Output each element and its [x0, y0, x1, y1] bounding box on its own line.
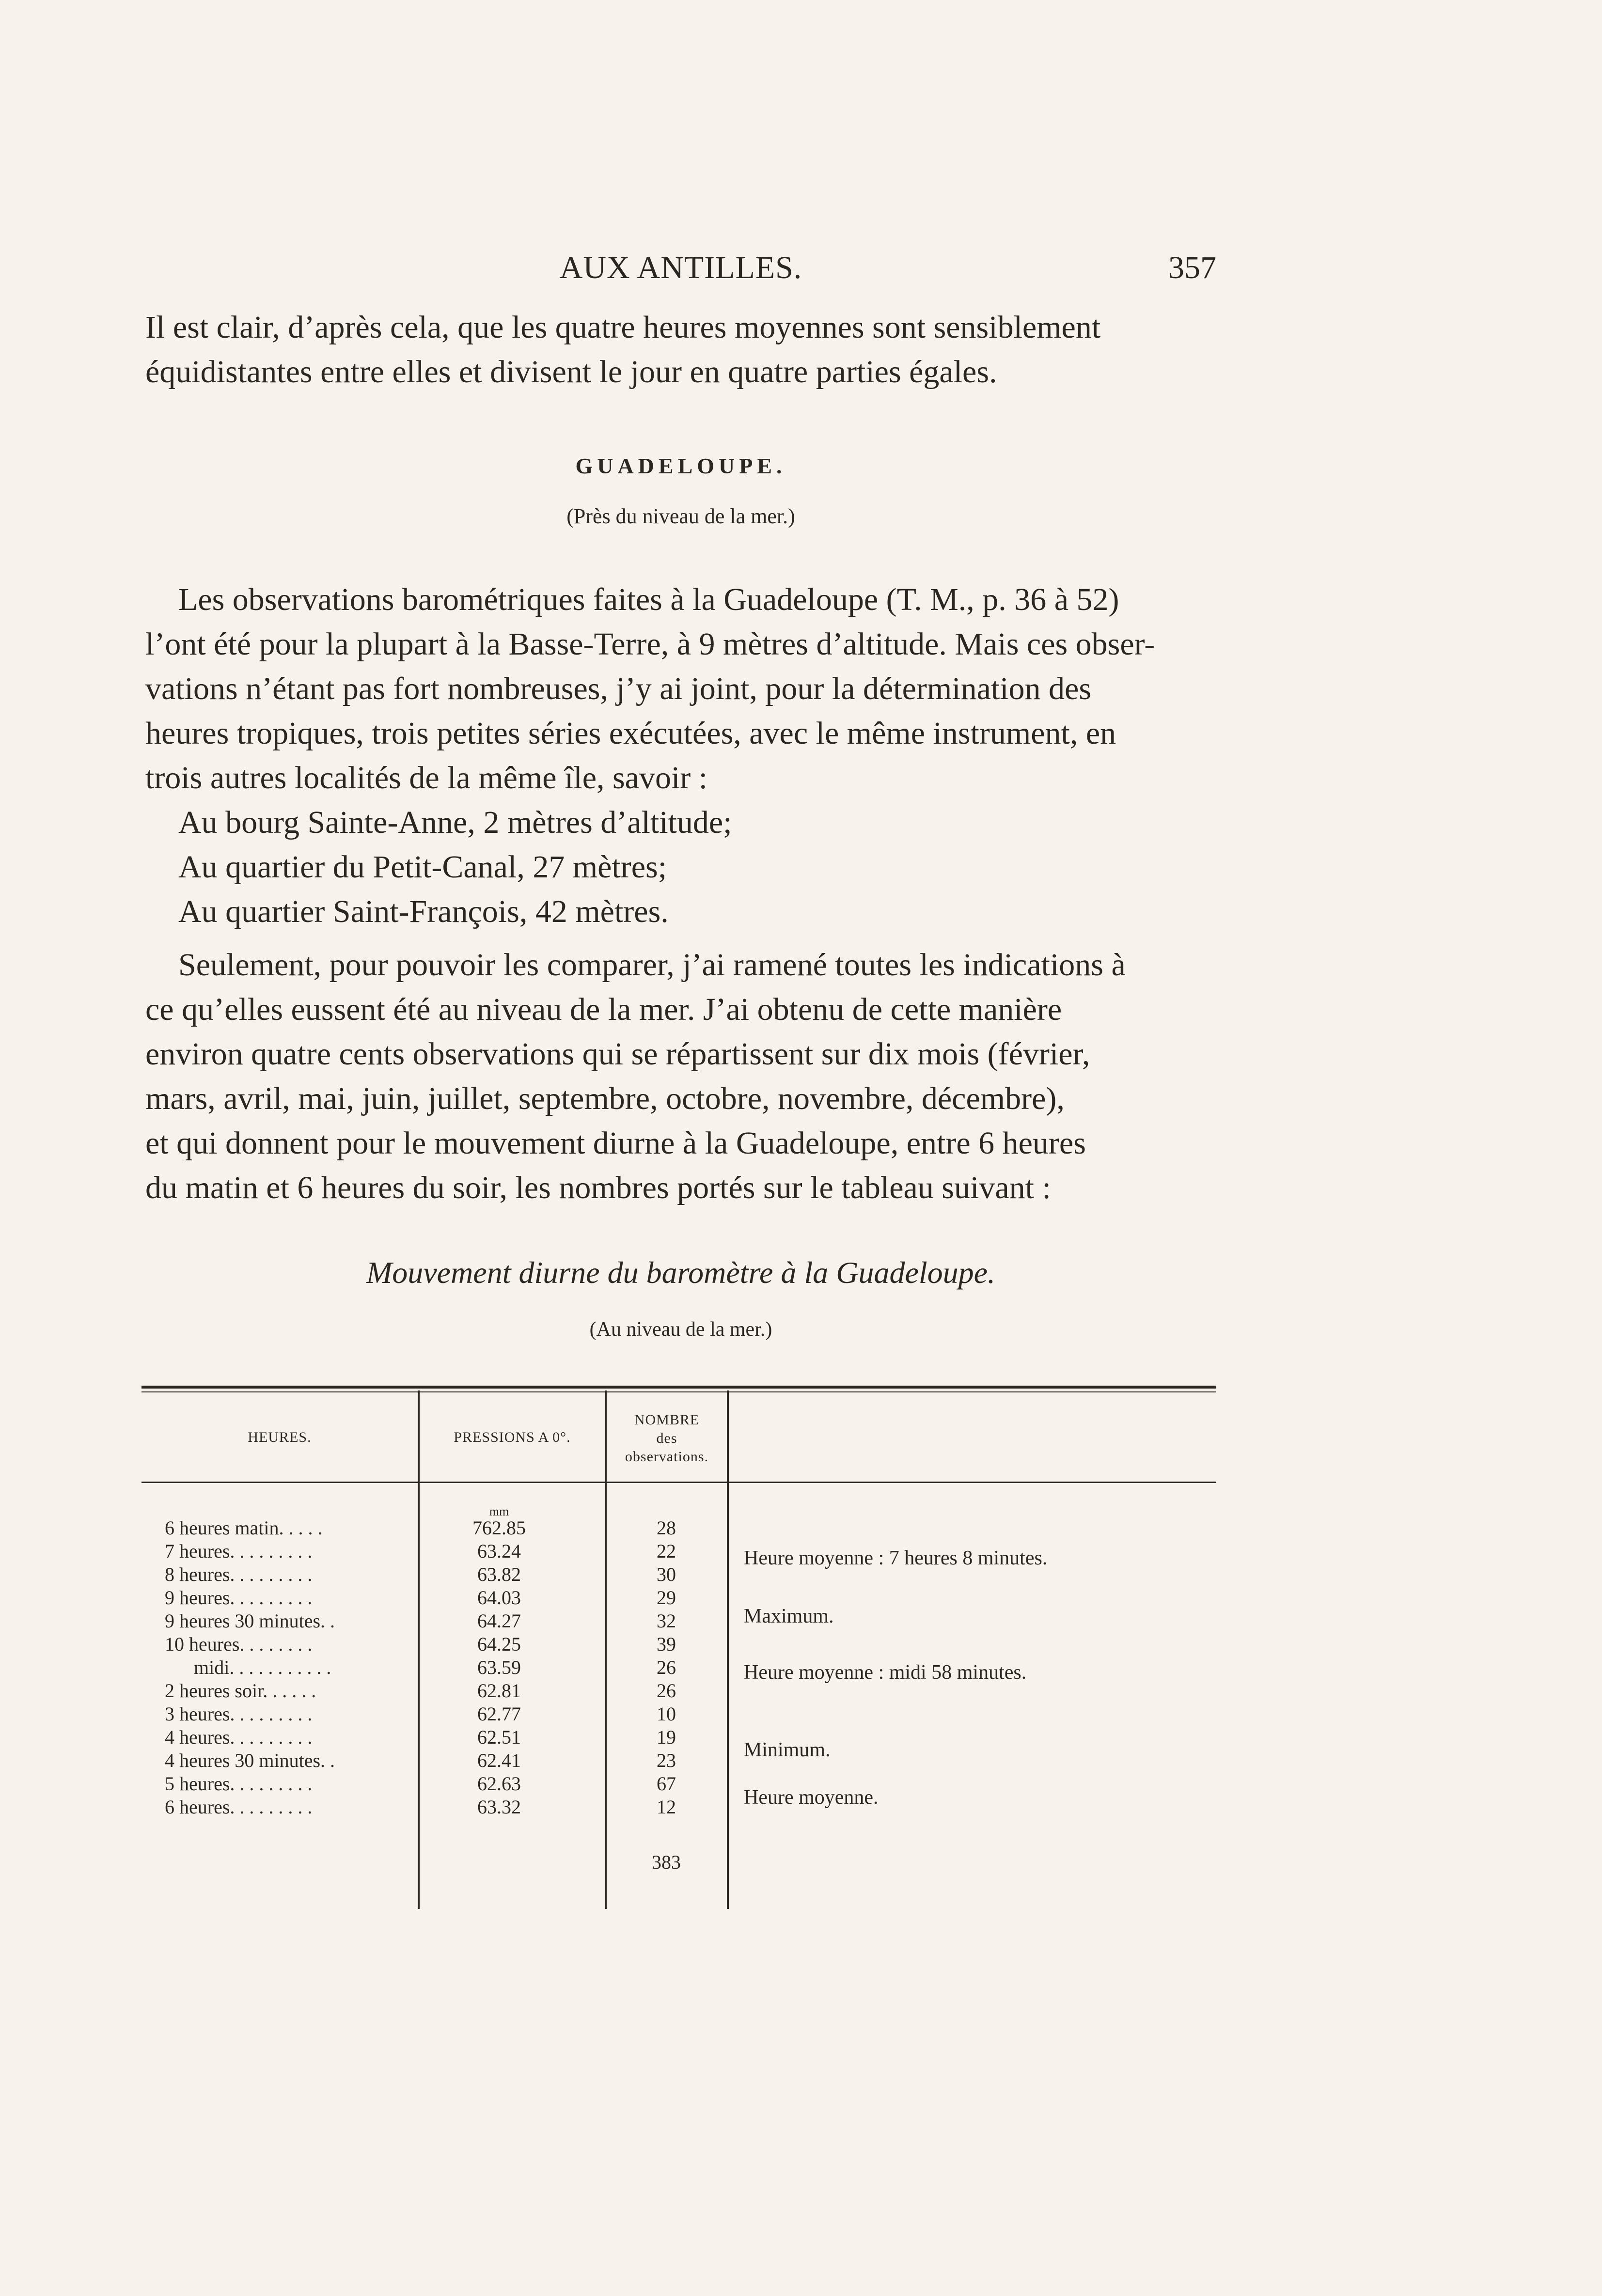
- running-head: [145, 250, 1216, 288]
- paragraph2-line-4: mars, avril, mai, juin, juillet, septembre, octobre, novembre, décembre),: [145, 1081, 1065, 1116]
- table-top-rule: [141, 1386, 1216, 1389]
- header-pressions: PRESSIONS A 0°.: [454, 1429, 571, 1445]
- row-pression: 62.41: [477, 1749, 521, 1771]
- row-heure: 4 heures 30 minutes. .: [165, 1749, 335, 1771]
- row-pression: 63.82: [477, 1563, 521, 1585]
- paragraph2-line-2: ce qu’elles eussent été au niveau de la mer. J’ai obtenu de cette manière: [145, 992, 1062, 1027]
- row-nombre: 29: [657, 1587, 676, 1609]
- row-heure: 2 heures soir. . . . . .: [165, 1680, 316, 1702]
- pressure-unit: mm: [489, 1504, 509, 1518]
- table-subcaption: (Au niveau de la mer.): [589, 1318, 772, 1341]
- row-nombre: 19: [657, 1726, 676, 1748]
- row-nombre: 32: [657, 1610, 676, 1632]
- table-top-rule-thin: [141, 1391, 1216, 1392]
- paragraph2-line-1: Seulement, pour pouvoir les comparer, j’ai ramené toutes les indications à: [178, 947, 1126, 983]
- row-nombre: 26: [657, 1656, 676, 1678]
- row-pression: 762.85: [472, 1517, 526, 1539]
- table-caption: Mouvement diurne du baromètre à la Guadeloupe.: [366, 1255, 996, 1290]
- note-maximum: Maximum.: [744, 1605, 834, 1627]
- section-title: GUADELOUPE.: [575, 453, 786, 478]
- row-pression: 64.27: [477, 1610, 521, 1632]
- row-pression: 64.03: [477, 1587, 521, 1609]
- paragraph1-line-4: heures tropiques, trois petites séries exécutées, avec le même instrument, en: [145, 716, 1116, 751]
- row-heure: midi. . . . . . . . . . .: [194, 1656, 331, 1678]
- row-heure: 5 heures. . . . . . . . .: [165, 1773, 313, 1795]
- header-heures: HEURES.: [248, 1429, 312, 1445]
- note-heure-moyenne-soir: Heure moyenne.: [744, 1786, 879, 1809]
- row-nombre: 10: [657, 1703, 676, 1725]
- row-nombre: 26: [657, 1680, 676, 1702]
- note-heure-moyenne-matin: Heure moyenne : 7 heures 8 minutes.: [744, 1547, 1048, 1569]
- header-nombre-1: NOMBRE: [634, 1412, 700, 1428]
- paragraph1-line-1: Les observations barométriques faites à la Guadeloupe (T. M., p. 36 à 52): [178, 582, 1119, 617]
- row-nombre: 39: [657, 1633, 676, 1655]
- header-nombre-2: des: [656, 1430, 677, 1446]
- table-header-rule: [141, 1482, 1216, 1483]
- row-pression: 63.24: [477, 1540, 521, 1562]
- row-nombre: 23: [657, 1749, 676, 1771]
- row-heure: 8 heures. . . . . . . . .: [165, 1563, 313, 1585]
- row-pression: 63.59: [477, 1656, 521, 1678]
- paragraph2-line-3: environ quatre cents observations qui se répartissent sur dix mois (février,: [145, 1036, 1090, 1072]
- row-pression: 63.32: [477, 1796, 521, 1818]
- row-nombre: 12: [657, 1796, 676, 1818]
- row-heure: 4 heures. . . . . . . . .: [165, 1726, 313, 1748]
- row-heure: 6 heures matin. . . . .: [165, 1517, 323, 1539]
- row-heure: 9 heures. . . . . . . . .: [165, 1587, 313, 1609]
- row-pression: 62.81: [477, 1680, 521, 1702]
- row-nombre: 30: [657, 1563, 676, 1585]
- observations-total: 383: [652, 1851, 681, 1873]
- column-divider-1: [418, 1390, 420, 1909]
- column-divider-3: [727, 1390, 729, 1909]
- column-divider-2: [605, 1390, 607, 1909]
- row-heure: 9 heures 30 minutes. .: [165, 1610, 335, 1632]
- paragraph2-line-5: et qui donnent pour le mouvement diurne à la Guadeloupe, entre 6 heures: [145, 1125, 1086, 1161]
- section-subtitle: (Près du niveau de la mer.): [566, 504, 795, 528]
- intro-line-2: équidistantes entre elles et divisent le jour en quatre parties égales.: [145, 354, 997, 390]
- row-pression: 62.51: [477, 1726, 521, 1748]
- row-nombre: 28: [657, 1517, 676, 1539]
- row-pression: 62.63: [477, 1773, 521, 1795]
- locality-1: Au bourg Sainte-Anne, 2 mètres d’altitude;: [178, 805, 732, 840]
- running-title: AUX ANTILLES.: [559, 250, 802, 285]
- header-nombre-3: observations.: [625, 1449, 709, 1465]
- note-heure-moyenne-midi: Heure moyenne : midi 58 minutes.: [744, 1661, 1027, 1684]
- row-nombre: 22: [657, 1540, 676, 1562]
- paragraph2-line-6: du matin et 6 heures du soir, les nombres portés sur le tableau suivant :: [145, 1170, 1051, 1205]
- intro-line-1: Il est clair, d’après cela, que les quatre heures moyennes sont sensiblement: [145, 310, 1101, 345]
- locality-2: Au quartier du Petit-Canal, 27 mètres;: [178, 849, 667, 885]
- row-heure: 7 heures. . . . . . . . .: [165, 1540, 313, 1562]
- row-pression: 64.25: [477, 1633, 521, 1655]
- paragraph1-line-2: l’ont été pour la plupart à la Basse-Terre, à 9 mètres d’altitude. Mais ces obser-: [145, 626, 1155, 662]
- row-pression: 62.77: [477, 1703, 521, 1725]
- paragraph1-line-3: vations n’étant pas fort nombreuses, j’y ai joint, pour la détermination des: [145, 671, 1092, 706]
- row-heure: 6 heures. . . . . . . . .: [165, 1796, 313, 1818]
- row-heure: 10 heures. . . . . . . .: [165, 1633, 313, 1655]
- row-nombre: 67: [657, 1773, 676, 1795]
- note-minimum: Minimum.: [744, 1739, 831, 1761]
- row-heure: 3 heures. . . . . . . . .: [165, 1703, 313, 1725]
- page-number: 357: [1168, 250, 1216, 285]
- locality-3: Au quartier Saint-François, 42 mètres.: [178, 894, 669, 929]
- paragraph1-line-5: trois autres localités de la même île, savoir :: [145, 760, 708, 796]
